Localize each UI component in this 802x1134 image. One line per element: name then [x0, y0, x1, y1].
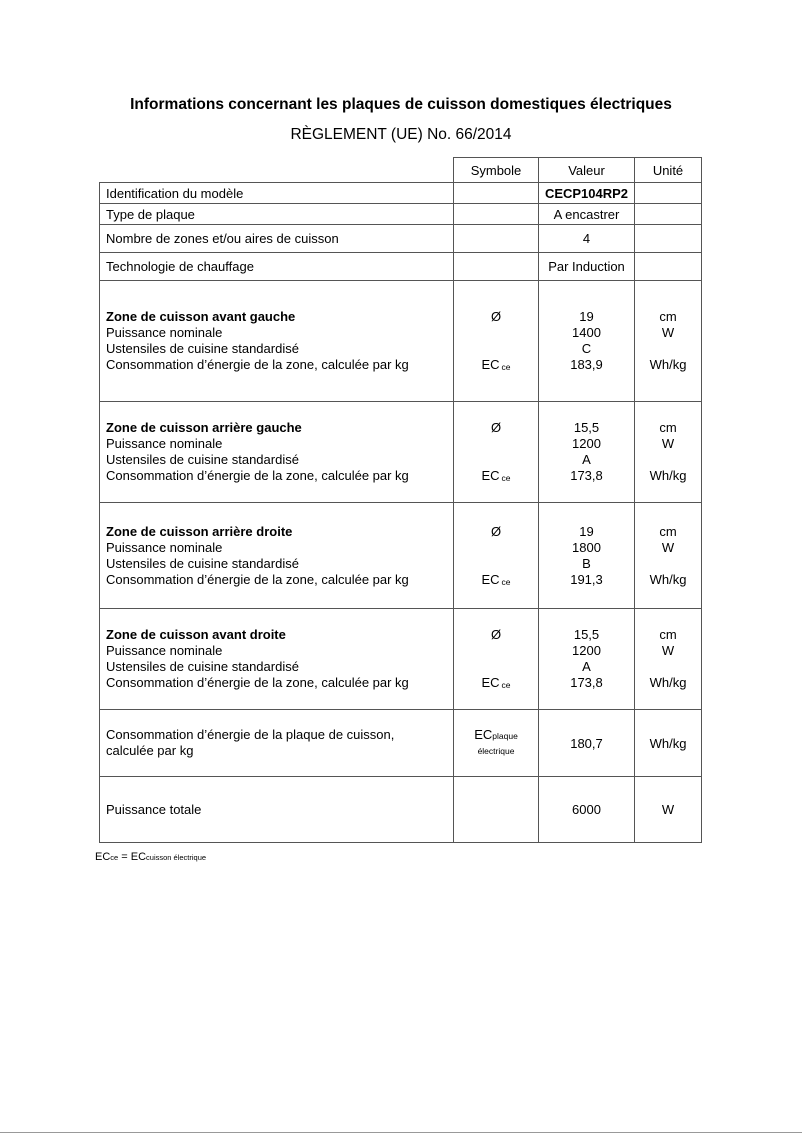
unit-w: W [661, 325, 675, 340]
zones-label: Nombre de zones et/ou aires de cuisson [100, 225, 454, 253]
footnote: ECce = ECcuisson électrique [95, 851, 207, 863]
regulation-subtitle: RÈGLEMENT (UE) No. 66/2014 [290, 126, 512, 143]
zone-row-front-right [100, 609, 702, 710]
unit-w: W [661, 643, 675, 658]
unit-w: W [661, 539, 675, 555]
header-value: Valeur [539, 158, 635, 183]
power-label: Puissance nominale [106, 325, 223, 340]
total-power-unit: W [635, 777, 702, 843]
unit-whkg: Wh/kg [649, 468, 687, 483]
total-power-label: Puissance totale [100, 777, 454, 843]
unit-whkg: Wh/kg [649, 571, 687, 587]
utensil-label: Ustensiles de cuisine standardisé [106, 341, 299, 356]
diameter-value: 15,5 [573, 627, 600, 642]
unit-cm: cm [659, 627, 677, 642]
header-unit: Unité [635, 158, 702, 183]
power-value: 1200 [572, 643, 601, 658]
type-value: A encastrer [539, 204, 635, 225]
utensil-label: Ustensiles de cuisine standardisé [106, 555, 299, 571]
power-label: Puissance nominale [106, 539, 223, 555]
zone-row-front-left [100, 281, 702, 402]
page-bottom-rule [0, 1132, 802, 1133]
utensil-label: Ustensiles de cuisine standardisé [106, 452, 299, 467]
utensil-value: B [582, 555, 591, 571]
ec-symbol: EC ce [481, 571, 511, 587]
zone-name: Zone de cuisson arrière droite [106, 523, 293, 539]
utensil-value: C [581, 341, 592, 356]
zone-row-rear-right [100, 503, 702, 609]
header-symbol: Symbole [454, 158, 539, 183]
zone-name: Zone de cuisson arrière gauche [106, 420, 302, 435]
unit-whkg: Wh/kg [649, 675, 687, 690]
ec-symbol: EC ce [481, 675, 511, 690]
type-label: Type de plaque [100, 204, 454, 225]
unit-whkg: Wh/kg [649, 357, 687, 372]
hob-ec-symbol-sub: électrique [477, 746, 515, 756]
energy-value: 191,3 [570, 571, 603, 587]
utensil-label: Ustensiles de cuisine standardisé [106, 659, 299, 674]
utensil-value: A [582, 659, 591, 674]
energy-value: 173,8 [570, 675, 603, 690]
energy-label: Consommation d’énergie de la zone, calculée par kg [106, 675, 409, 690]
table-row-type [100, 204, 702, 225]
diameter-symbol: Ø [490, 309, 502, 324]
unit-cm: cm [659, 309, 677, 324]
energy-label: Consommation d’énergie de la zone, calculée par kg [106, 571, 409, 587]
power-value: 1200 [572, 436, 601, 451]
model-value: CECP104RP2 [539, 183, 635, 204]
tech-label: Technologie de chauffage [100, 253, 454, 281]
zone-name: Zone de cuisson avant gauche [106, 309, 296, 324]
unit-cm: cm [659, 420, 677, 435]
table-row-zones [100, 225, 702, 253]
power-value: 1800 [572, 539, 601, 555]
total-power-value: 6000 [539, 777, 635, 843]
diameter-value: 19 [579, 523, 594, 539]
table-row-total-power [100, 777, 702, 843]
spec-table [99, 157, 702, 843]
zones-value: 4 [539, 225, 635, 253]
hob-ec-symbol: ECplaque [474, 727, 518, 742]
unit-cm: cm [659, 523, 677, 539]
hob-energy-value: 180,7 [539, 710, 635, 777]
diameter-symbol: Ø [490, 627, 502, 642]
power-value: 1400 [572, 325, 601, 340]
table-row-hob-energy [100, 710, 702, 777]
energy-label: Consommation d’énergie de la zone, calculée par kg [106, 357, 409, 372]
energy-value: 183,9 [570, 357, 603, 372]
ec-symbol: EC ce [481, 357, 511, 372]
diameter-value: 19 [579, 309, 594, 324]
zone-name: Zone de cuisson avant droite [106, 627, 286, 642]
power-label: Puissance nominale [106, 643, 223, 658]
ec-symbol: EC ce [481, 468, 511, 483]
utensil-value: A [582, 452, 591, 467]
header-row [100, 158, 702, 183]
table-row-model [100, 183, 702, 204]
power-label: Puissance nominale [106, 436, 223, 451]
unit-w: W [661, 436, 675, 451]
diameter-symbol: Ø [490, 420, 502, 435]
energy-value: 173,8 [570, 468, 603, 483]
zone-row-rear-left [100, 402, 702, 503]
diameter-symbol: Ø [490, 523, 502, 539]
model-label: Identification du modèle [100, 183, 454, 204]
hob-energy-label-2: calculée par kg [106, 743, 194, 758]
hob-energy-unit: Wh/kg [635, 710, 702, 777]
energy-label: Consommation d’énergie de la zone, calculée par kg [106, 468, 409, 483]
page-title: Informations concernant les plaques de cuisson domestiques électriques [130, 96, 672, 113]
table-row-tech [100, 253, 702, 281]
hob-energy-label-1: Consommation d’énergie de la plaque de cuisson, [106, 727, 395, 742]
diameter-value: 15,5 [573, 420, 600, 435]
tech-value: Par Induction [539, 253, 635, 281]
